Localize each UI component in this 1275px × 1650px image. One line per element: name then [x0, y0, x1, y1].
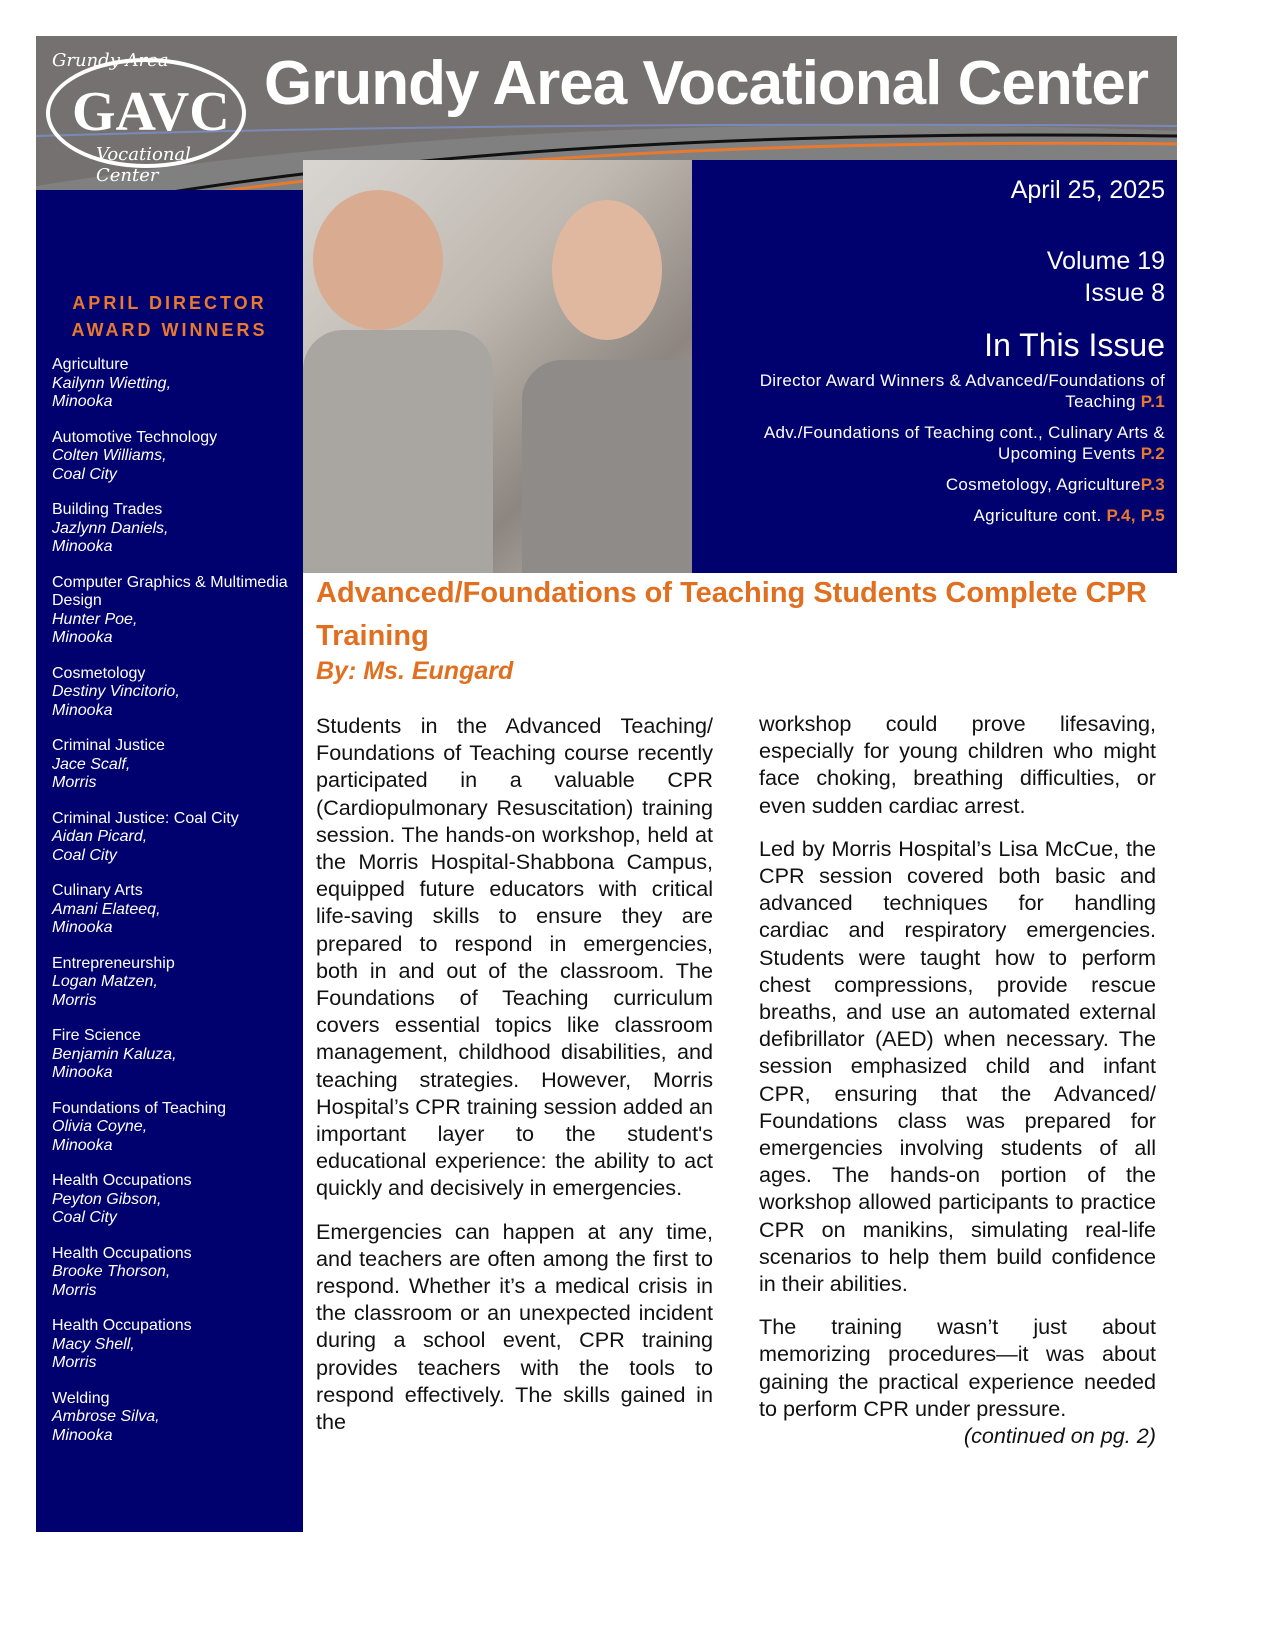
winner-town: Coal City: [52, 846, 117, 864]
winner-town: Coal City: [52, 465, 117, 483]
winner-name: Amani Elateeq,: [52, 900, 161, 918]
gavc-logo: [46, 50, 251, 186]
winner-entry: [52, 429, 303, 485]
winner-program: Criminal Justice: Coal City: [52, 809, 239, 827]
winner-entry: [52, 1245, 303, 1301]
toc-item[interactable]: [712, 505, 1165, 526]
winner-name: Colten Williams,: [52, 447, 167, 464]
winner-program: Building Trades: [52, 501, 163, 518]
winner-entry: [52, 810, 303, 866]
toc-page: P.3: [1140, 475, 1165, 494]
logo-top-text: Grundy Area: [52, 50, 169, 71]
article-column-2: [759, 710, 1156, 1465]
toc-text: Cosmetology, Agriculture: [945, 475, 1141, 494]
toc-page: P.4, P.5: [1106, 506, 1165, 525]
winner-entry: [52, 356, 303, 412]
winner-name: Ambrose Silva,: [52, 1408, 160, 1425]
winner-town: Morris: [52, 774, 97, 791]
winner-entry: [52, 737, 303, 793]
winner-name: Olivia Coyne,: [52, 1118, 148, 1135]
toc-page: P.1: [1140, 392, 1165, 411]
winner-name: Jazlynn Daniels,: [52, 519, 169, 537]
winner-name: Jace Scalf,: [52, 755, 131, 773]
cpr-training-photo: [303, 160, 692, 573]
issue-number: Issue 8: [1084, 279, 1165, 307]
winner-town: Minooka: [52, 701, 113, 719]
winner-program: Cosmetology: [52, 664, 146, 682]
winner-name: Destiny Vincitorio,: [52, 683, 180, 700]
newsletter-title: Grundy Area Vocational Center: [264, 49, 1148, 118]
winner-program: Culinary Arts: [52, 882, 143, 899]
paragraph: The training wasn’t just about memorizing procedures—it was about gaining the practical experience needed to perform CPR under pressure.: [759, 1314, 1156, 1421]
article-column-1: [316, 712, 713, 1451]
winner-name: Aidan Picard,: [52, 828, 148, 845]
winner-entry: [52, 1100, 303, 1156]
winner-town: Minooka: [52, 393, 113, 410]
winner-program: Fire Science: [52, 1027, 141, 1044]
winner-name: Hunter Poe,: [52, 610, 138, 628]
winner-name: Benjamin Kaluza,: [52, 1045, 177, 1063]
issue-info-box: [692, 160, 1177, 573]
winner-town: Minooka: [52, 629, 113, 646]
winner-town: Morris: [52, 1281, 97, 1299]
winner-town: Minooka: [52, 538, 113, 555]
winner-town: Minooka: [52, 1136, 113, 1154]
toc-item[interactable]: [712, 370, 1165, 412]
winner-entry: [52, 1172, 303, 1228]
winner-entry: [52, 1317, 303, 1373]
winner-town: Minooka: [52, 1064, 113, 1081]
logo-bottom-text: Vocational Center: [96, 144, 191, 186]
winner-program: Health Occupations: [52, 1244, 192, 1262]
toc-item[interactable]: [712, 474, 1165, 495]
winner-entry: [52, 1390, 303, 1446]
winner-program: Entrepreneurship: [52, 954, 175, 972]
continued-note: (continued on pg. 2): [963, 1423, 1156, 1449]
winner-name: Brooke Thorson,: [52, 1263, 171, 1280]
winner-town: Coal City: [52, 1209, 117, 1226]
winner-program: Criminal Justice: [52, 737, 165, 754]
winner-entry: [52, 574, 303, 648]
winner-name: Kailynn Wietting,: [52, 374, 172, 392]
winner-entry: [52, 665, 303, 721]
winner-town: Minooka: [52, 1426, 113, 1444]
paragraph: Emergencies can happen at any time, and teachers are often among the first to respond. Whether it’s a medical crisis in the classroom or an unexpected incident during a school event, CPR training provides teachers with the tools to respond effectively. The skills gained in the: [316, 1218, 713, 1435]
sidebar-heading: APRIL DIRECTOR AWARD WINNERS: [71, 293, 268, 340]
winner-program: Health Occupations: [52, 1317, 192, 1334]
volume: Volume 19: [1046, 247, 1165, 275]
winner-program: Welding: [52, 1389, 110, 1407]
winner-entry: [52, 501, 303, 557]
winner-entry: [52, 882, 303, 938]
paragraph: Led by Morris Hospital’s Lisa McCue, the CPR session covered both basic and advanced techniques for handling cardiac and respiratory emergencies. Students were taught how to perform chest compressions, provide rescue breaths, and use an automated external defibrillator (AED) when necessary. The session emphasized child and infant CPR, ensuring that the Advanced/ Foundations class was prepared for emergencies involving students of all ages. The hands-on portion of the workshop allowed participants to practice CPR on manikins, simulating real-life scenarios to help them build confidence in their abilities.: [759, 835, 1156, 1297]
toc-text: Agriculture cont.: [973, 506, 1107, 525]
winner-program: Health Occupations: [52, 1172, 192, 1189]
toc-item[interactable]: [712, 422, 1165, 464]
in-this-issue-heading: In This Issue: [984, 327, 1165, 363]
winner-program: Computer Graphics & Multimedia Design: [52, 573, 288, 609]
award-winners-sidebar: [36, 190, 303, 1532]
winner-name: Macy Shell,: [52, 1335, 135, 1353]
winner-name: Peyton Gibson,: [52, 1190, 162, 1208]
winner-program: Automotive Technology: [52, 428, 218, 446]
paragraph: Students in the Advanced Teaching/ Foundations of Teaching course recently participated in a valuable CPR (Cardiopulmonary Resuscitation) training session. The hands-on workshop, held at the Morris Hospital-Shabbona Campus, equipped future educators with critical life-saving skills to ensure they are prepared to respond in emergencies, both in and out of the classroom. The Foundations of Teaching curriculum covers essential topics like classroom management, childhood disabilities, and teaching strategies. However, Morris Hospital’s CPR training session added an important layer to the student's educational experience: the ability to act quickly and decisively in emergencies.: [316, 713, 713, 1201]
toc-page: P.2: [1140, 444, 1165, 463]
winner-town: Morris: [52, 991, 97, 1009]
article-byline: By: Ms. Eungard: [316, 657, 514, 685]
issue-date: April 25, 2025: [1010, 176, 1165, 204]
article-headline: Advanced/Foundations of Teaching Students Complete CPR Training: [316, 577, 1147, 652]
winner-program: Agriculture: [52, 356, 129, 373]
winner-town: Minooka: [52, 919, 113, 936]
toc-text: Director Award Winners & Advanced/Foundations of Teaching: [759, 371, 1165, 411]
winner-town: Morris: [52, 1354, 97, 1371]
winner-program: Foundations of Teaching: [52, 1099, 227, 1117]
toc-text: Adv./Foundations of Teaching cont., Culinary Arts & Upcoming Events: [763, 423, 1165, 463]
paragraph: workshop could prove lifesaving, especially for young children who might face choking, breathing difficulties, or even sudden cardiac arrest.: [759, 711, 1156, 818]
winner-entry: [52, 1027, 303, 1083]
winner-name: Logan Matzen,: [52, 973, 158, 990]
winner-entry: [52, 955, 303, 1011]
logo-main-text: GAVC: [72, 81, 230, 143]
